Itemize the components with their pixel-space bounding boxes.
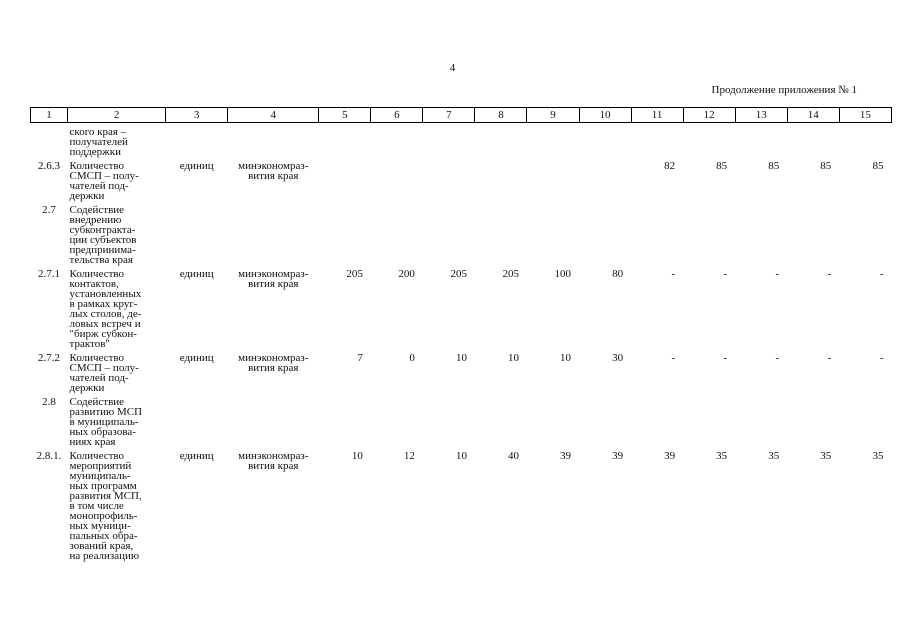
value-cell [319, 123, 371, 158]
column-header-11: 11 [631, 108, 683, 123]
executor [228, 201, 319, 265]
value-cell: 85 [820, 160, 832, 172]
indicators-table [30, 107, 892, 561]
value-cell: 35 [820, 450, 832, 462]
column-header-5: 5 [319, 108, 371, 123]
value-cell: 35 [716, 450, 728, 462]
column-header-7: 7 [423, 108, 475, 123]
indicator-name-text: Содействие внедрению субконтракта- ции субъектов предпринима- тельства края [69, 204, 137, 266]
value-cell: 205 [502, 268, 519, 280]
column-header-6: 6 [371, 108, 423, 123]
value-cell: 205 [346, 268, 363, 280]
executor [228, 447, 319, 561]
executor [228, 123, 319, 158]
row-number: 2.8 [42, 396, 56, 408]
unit: единиц [179, 268, 214, 280]
column-header-3: 3 [166, 108, 228, 123]
value-cell: 82 [664, 160, 676, 172]
row-number: 2.8.1. [36, 450, 62, 462]
value-cell: 85 [716, 160, 728, 172]
value-cell [527, 157, 579, 201]
table-body [31, 123, 892, 562]
indicator-name [68, 265, 166, 349]
row-number: 2.6.3 [38, 160, 61, 172]
row-number: 2.7.1 [38, 268, 61, 280]
column-header-2: 2 [68, 108, 166, 123]
value-cell: 205 [450, 268, 467, 280]
executor-text: минэкономраз- вития края [238, 160, 309, 182]
value-cell [319, 393, 371, 447]
value-cell [371, 123, 423, 158]
value-cell: 7 [357, 352, 363, 364]
row-number: 2.7.2 [38, 352, 61, 364]
header-row [31, 108, 892, 123]
indicator-name-text: Количество СМСП – полу- чателей под- держки [69, 352, 139, 394]
indicator-name [68, 393, 166, 447]
value-cell: 10 [351, 450, 363, 462]
table-row [31, 393, 892, 447]
value-cell: 10 [455, 352, 467, 364]
value-cell [371, 201, 423, 265]
value-cell: 39 [560, 450, 572, 462]
column-header-14: 14 [787, 108, 839, 123]
column-header-1: 1 [31, 108, 68, 123]
unit [166, 201, 228, 265]
value-cell: - [671, 268, 676, 280]
value-cell [423, 201, 475, 265]
executor [228, 393, 319, 447]
row-number: 2.7 [42, 204, 56, 216]
executor-text: минэкономраз- вития края [238, 352, 309, 374]
indicator-name-text: ского края – получателей поддержки [69, 126, 128, 158]
value-cell [735, 123, 787, 158]
value-cell [579, 157, 631, 201]
value-cell: - [775, 352, 780, 364]
value-cell: 10 [455, 450, 467, 462]
indicator-name [68, 157, 166, 201]
value-cell [631, 393, 683, 447]
value-cell: 30 [612, 352, 624, 364]
indicator-name-text: Количество мероприятий муниципаль- ных программ развития МСП, в том числе монопрофиль- ных муници- пальных обра- зований края, на реализацию [69, 450, 142, 562]
value-cell: 10 [507, 352, 519, 364]
value-cell: 200 [398, 268, 415, 280]
column-header-15: 15 [839, 108, 891, 123]
row-number [31, 123, 68, 158]
value-cell [423, 157, 475, 201]
value-cell: 0 [409, 352, 415, 364]
value-cell [579, 123, 631, 158]
value-cell: 35 [872, 450, 884, 462]
value-cell: 39 [612, 450, 624, 462]
value-cell [735, 393, 787, 447]
indicator-name [68, 349, 166, 393]
column-header-8: 8 [475, 108, 527, 123]
value-cell: 100 [554, 268, 572, 280]
column-header-13: 13 [735, 108, 787, 123]
unit [166, 393, 228, 447]
value-cell: - [827, 268, 832, 280]
unit: единиц [179, 450, 214, 462]
value-cell: - [723, 352, 728, 364]
value-cell [371, 157, 423, 201]
value-cell: 10 [560, 352, 572, 364]
value-cell: - [879, 352, 884, 364]
value-cell [319, 157, 371, 201]
value-cell [579, 201, 631, 265]
value-cell [423, 123, 475, 158]
value-cell [475, 201, 527, 265]
executor [228, 157, 319, 201]
value-cell [735, 201, 787, 265]
value-cell [475, 123, 527, 158]
value-cell: - [879, 268, 884, 280]
column-header-9: 9 [527, 108, 579, 123]
value-cell [631, 201, 683, 265]
value-cell: 85 [768, 160, 780, 172]
indicator-name [68, 201, 166, 265]
executor [228, 265, 319, 349]
value-cell [787, 123, 839, 158]
value-cell [527, 393, 579, 447]
value-cell [683, 201, 735, 265]
table-row [31, 157, 892, 201]
value-cell [839, 123, 891, 158]
indicator-name [68, 123, 166, 158]
unit [166, 123, 228, 158]
value-cell [475, 157, 527, 201]
value-cell [839, 201, 891, 265]
value-cell: - [775, 268, 780, 280]
value-cell [683, 123, 735, 158]
indicator-name-text: Количество СМСП – полу- чателей под- держки [69, 160, 139, 202]
value-cell [683, 393, 735, 447]
unit: единиц [179, 160, 214, 172]
indicator-name-text: Количество контактов, установленных в рамках круг- лых столов, де- ловых встреч и "бирж субкон- трактов" [69, 268, 142, 350]
executor [228, 349, 319, 393]
value-cell [371, 393, 423, 447]
value-cell [423, 393, 475, 447]
value-cell [319, 201, 371, 265]
value-cell: - [671, 352, 676, 364]
value-cell: 40 [507, 450, 519, 462]
indicator-name [68, 447, 166, 561]
table-row [31, 447, 892, 561]
table-row [31, 201, 892, 265]
column-header-10: 10 [579, 108, 631, 123]
value-cell [787, 393, 839, 447]
value-cell [839, 393, 891, 447]
column-header-12: 12 [683, 108, 735, 123]
value-cell: - [723, 268, 728, 280]
table-row [31, 349, 892, 393]
value-cell: 80 [612, 268, 624, 280]
value-cell [527, 201, 579, 265]
value-cell [475, 393, 527, 447]
executor-text: минэкономраз- вития края [238, 450, 309, 472]
value-cell: 39 [664, 450, 676, 462]
continuation-label: Продолжение приложения № 1 [711, 84, 857, 96]
value-cell: 85 [872, 160, 884, 172]
indicator-name-text: Содействие развитию МСП в муниципаль- ных образова- ниях края [69, 396, 143, 448]
value-cell [787, 201, 839, 265]
table-row [31, 265, 892, 349]
executor-text: минэкономраз- вития края [238, 268, 309, 290]
value-cell [527, 123, 579, 158]
page-number: 4 [449, 62, 456, 74]
column-header-4: 4 [228, 108, 319, 123]
unit: единиц [179, 352, 214, 364]
value-cell: 12 [403, 450, 415, 462]
value-cell: 35 [768, 450, 780, 462]
value-cell [631, 123, 683, 158]
value-cell: - [827, 352, 832, 364]
table-row [31, 123, 892, 158]
value-cell [579, 393, 631, 447]
